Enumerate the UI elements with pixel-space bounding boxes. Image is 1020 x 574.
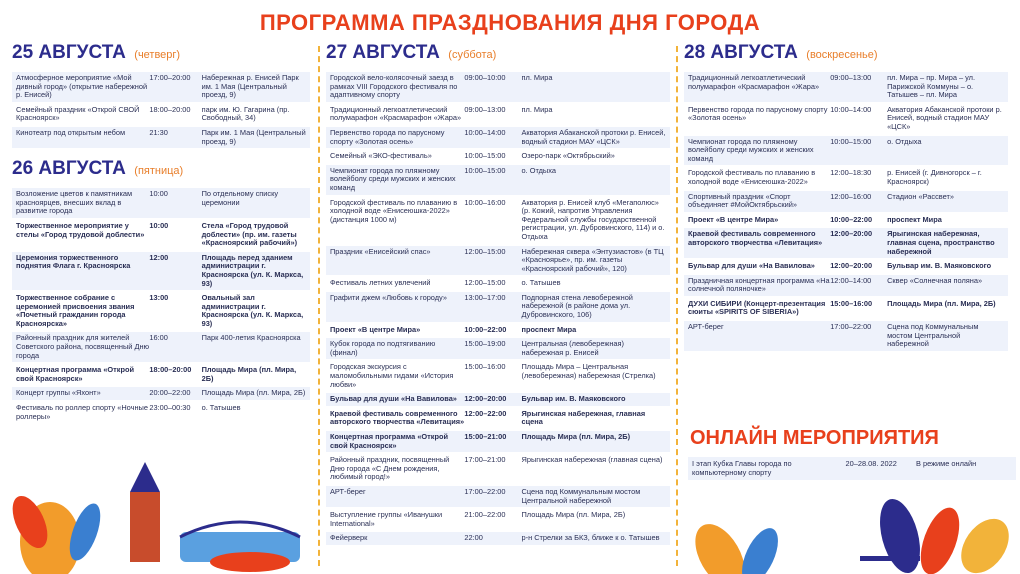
event-place: Площадь Мира (пл. Мира, 2Б) xyxy=(521,510,626,520)
event-place: Акватория Абаканской протоки р. Енисей, водный стадион МАУ «ЦСК» xyxy=(887,104,1002,131)
event-name: Праздничная концертная программа «На солнечной поляночке» xyxy=(688,275,830,294)
event-row xyxy=(326,246,670,276)
event-row xyxy=(326,72,670,102)
event-name: Бульвар для души «На Вавилова» xyxy=(330,394,457,404)
event-place: Площадь Мира (пл. Мира, 2Б) xyxy=(887,298,996,308)
event-row xyxy=(326,454,670,484)
event-row xyxy=(12,104,310,125)
event-time: 17:00–20:00 xyxy=(149,73,191,82)
event-row xyxy=(684,321,1008,351)
event-place: Стадион «Рассвет» xyxy=(887,191,954,201)
event-row xyxy=(326,277,670,290)
event-place: Акватория р. Енисей клуб «Мегаполюс» (р. Кожий, напротив Управления Федеральной службы государственной регистрации, ул. Дубровинского, 114) и о. Отдыха xyxy=(521,197,665,241)
page-title: ПРОГРАММА ПРАЗДНОВАНИЯ ДНЯ ГОРОДА xyxy=(259,10,761,35)
event-name: Проект «В центре Мира» xyxy=(330,324,421,334)
event-name: Концерт группы «Яхонт» xyxy=(16,388,101,398)
event-time: 13:00 xyxy=(149,293,169,303)
event-name: Выступление группы «Иванушки International» xyxy=(330,510,443,528)
event-place: Акватория Абаканской протоки р. Енисей, водный стадион МАУ «ЦСК» xyxy=(521,127,666,146)
day-weekday: (четверг) xyxy=(134,49,181,61)
event-time: 10:00–15:00 xyxy=(464,151,506,161)
event-place: Озеро-парк «Октябрьский» xyxy=(521,151,615,161)
event-name: Возложение цветов к памятникам красноярцев, внесших вклад в развитие города xyxy=(16,189,133,216)
event-place: Набережная р. Енисей Парк им. 1 Мая (Центральный проезд, 9) xyxy=(201,73,299,100)
event-time: 23:00–00:30 xyxy=(149,403,191,413)
event-time: 15:00–16:00 xyxy=(464,362,506,372)
event-row xyxy=(326,324,670,337)
event-place: р. Енисей (г. Дивногорск – г. Красноярск) xyxy=(887,168,982,186)
event-name: Праздник «Енисейский спас» xyxy=(330,246,431,256)
leaf-decoration xyxy=(210,552,290,572)
event-row xyxy=(326,532,670,545)
event-place: р-н Стрелки за БКЗ, ближе к о. Татышев xyxy=(521,533,660,543)
event-row xyxy=(684,260,1008,273)
event-row xyxy=(326,509,670,530)
event-time: 12:00–22:00 xyxy=(464,408,507,418)
event-place: Площадь Мира (пл. Мира, 2Б) xyxy=(201,388,306,398)
event-place: Бульвар им. В. Маяковского xyxy=(887,261,992,271)
event-name: Традиционный легкоатлетический полумарафон «Красмарафон «Жара» xyxy=(330,104,462,123)
event-name: Краевой фестиваль современного авторского творчества «Левитация» xyxy=(330,408,465,427)
event-place: Площадь Мира (пл. Мира, 2Б) xyxy=(521,432,631,441)
event-name: Семейный «ЭКО-фестиваль» xyxy=(330,151,432,161)
event-row xyxy=(12,364,310,385)
event-name: Районный праздник, посвященный Дню города «С Днем рождения, любимый город!» xyxy=(330,455,450,482)
column-divider xyxy=(676,46,678,566)
event-name: Графити джем «Любовь к городу» xyxy=(330,292,447,302)
event-name: Кубок города по подтягиванию (финал) xyxy=(330,339,436,357)
event-row xyxy=(12,402,310,423)
event-name: I этап Кубка Главы города по компьютерному спорту xyxy=(692,459,792,477)
event-name: Городская экскурсия с маломобильными гидами «История любви» xyxy=(330,362,454,389)
event-place: Площадь Мира – Центральная (левобережная) набережная (Стрелка) xyxy=(521,362,656,381)
event-row xyxy=(326,150,670,163)
event-time: 09:00–13:00 xyxy=(464,104,506,114)
day-header-27 xyxy=(326,42,670,66)
event-place: Подпорная стена левобережной набережной (в районе дома ул. Дубровинского, 106) xyxy=(521,292,633,320)
event-place: Парк 400-летия Красноярска xyxy=(201,333,301,343)
event-row xyxy=(326,431,670,452)
event-place: пл. Мира xyxy=(521,104,553,114)
event-place: о. Татышев xyxy=(201,403,241,413)
event-row xyxy=(326,292,670,322)
event-time: 12:00–15:00 xyxy=(464,246,506,256)
event-row xyxy=(684,72,1008,102)
online-event-row xyxy=(688,457,1016,480)
event-row xyxy=(12,220,310,250)
event-name: Городской вело-колясочный заезд в рамках VIII Городского фестиваля по адаптивному спорту xyxy=(330,73,458,100)
column-right xyxy=(684,42,1008,353)
event-time: 15:00–16:00 xyxy=(830,298,873,308)
event-row xyxy=(684,104,1008,134)
event-time: 12:00–20:00 xyxy=(830,229,873,239)
event-row xyxy=(326,408,670,429)
day-date: 25 АВГУСТА xyxy=(12,42,126,63)
event-name: Кинотеатр под открытым небом xyxy=(16,127,126,137)
event-name: Бульвар для души «На Вавилова» xyxy=(688,261,815,271)
event-name: Первенство города по парусному спорту «Золотая осень» xyxy=(688,104,828,123)
event-row xyxy=(326,104,670,125)
event-name: АРТ-берег xyxy=(330,486,366,496)
event-time: 10:00 xyxy=(149,220,169,230)
event-name: Чемпионат города по пляжному волейболу среди мужских и женских команд xyxy=(330,165,456,192)
event-row xyxy=(684,214,1008,227)
event-row xyxy=(12,188,310,218)
event-list-27 xyxy=(326,72,670,545)
event-time: 17:00–22:00 xyxy=(830,322,872,332)
event-row xyxy=(326,165,670,195)
event-row xyxy=(12,332,310,362)
event-place: о. Отдыха xyxy=(521,165,556,175)
day-weekday: (суббота) xyxy=(448,49,497,61)
event-name: Районный праздник для жителей Советского района, посвященный Дню города xyxy=(16,333,150,360)
event-place: о. Татышев xyxy=(521,278,561,288)
leaf-decoration xyxy=(951,510,1018,574)
event-name: Проект «В центре Мира» xyxy=(688,214,779,224)
event-row xyxy=(684,275,1008,296)
event-time: 17:00–21:00 xyxy=(464,455,506,465)
day-date: 27 АВГУСТА xyxy=(326,42,440,63)
event-name: Семейный праздник «Открой СВОЙ Красноярск» xyxy=(16,104,140,123)
event-time: 10:00–15:00 xyxy=(830,136,872,146)
event-time: 10:00–15:00 xyxy=(464,165,506,175)
event-time: 16:00 xyxy=(149,333,168,343)
event-time: 10:00–22:00 xyxy=(464,324,507,334)
event-name: Фестиваль по роллер спорту «Ночные роллеры» xyxy=(16,403,148,421)
event-list-28 xyxy=(684,72,1008,351)
event-row xyxy=(684,167,1008,188)
event-name: Фестиваль летних увлечений xyxy=(330,278,431,288)
event-place: пл. Мира xyxy=(521,73,553,82)
chapel-icon xyxy=(130,492,160,562)
event-name: ДУХИ СИБИРИ (Концерт-презентация сюиты «SPIRITS OF SIBERIA») xyxy=(688,298,826,317)
event-place: Парк им. 1 Мая (Центральный проезд, 9) xyxy=(201,127,306,146)
leaves-illustration xyxy=(690,486,1020,574)
event-row xyxy=(326,486,670,507)
event-name: АРТ-берег xyxy=(688,322,724,332)
column-left xyxy=(12,42,310,425)
event-place: Сквер «Солнечная поляна» xyxy=(887,275,983,285)
event-row xyxy=(12,127,310,148)
event-row xyxy=(12,292,310,330)
event-time: 10:00–22:00 xyxy=(830,214,873,224)
event-name: Первенство города по парусному спорту «Золотая осень» xyxy=(330,127,445,146)
chapel-roof-icon xyxy=(130,462,160,492)
event-row xyxy=(12,72,310,102)
day-header-26 xyxy=(12,158,310,182)
event-row xyxy=(326,338,670,359)
event-place: проспект Мира xyxy=(521,324,577,334)
event-name: Концертная программа «Открой свой Красноярск» xyxy=(330,432,449,450)
event-time: 12:00–18:30 xyxy=(830,168,872,178)
event-time: 17:00–22:00 xyxy=(464,486,506,496)
event-place: Сцена под Коммунальным мостом Центральной набережной xyxy=(887,322,979,349)
event-place: В режиме онлайн xyxy=(915,459,977,468)
day-weekday: (воскресенье) xyxy=(806,49,878,61)
event-time: 10:00–16:00 xyxy=(464,197,506,207)
event-row xyxy=(684,191,1008,212)
event-place: о. Отдыха xyxy=(887,136,922,146)
event-time: 12:00–20:00 xyxy=(830,261,873,271)
event-time: 12:00–15:00 xyxy=(464,278,506,288)
event-name: Фейерверк xyxy=(330,533,368,543)
event-row xyxy=(684,298,1008,319)
bench-icon xyxy=(860,556,920,561)
event-name: Городской фестиваль по плаванию в холодной воде «Енисеюшка-2022» (дистанция 1000 м) xyxy=(330,197,458,224)
event-row xyxy=(684,136,1008,166)
event-time: 12:00–20:00 xyxy=(464,394,507,404)
event-time: 20:00–22:00 xyxy=(149,388,191,398)
event-time: 09:00–13:00 xyxy=(830,73,872,82)
event-name: Спортивный праздник «Спорт объединяет #МойОктябрьский» xyxy=(688,191,798,210)
event-time: 21:30 xyxy=(149,127,168,137)
leaf-decoration xyxy=(873,495,927,574)
event-name: Концертная программа «Открой свой Красноярск» xyxy=(16,365,135,383)
event-name: Краевой фестиваль современного авторского творчества «Левитация» xyxy=(688,229,823,247)
event-time: 12:00–14:00 xyxy=(830,275,872,285)
event-place: Площадь Мира (пл. Мира, 2Б) xyxy=(201,365,297,383)
event-place: проспект Мира xyxy=(887,214,942,224)
day-header-25 xyxy=(12,42,310,66)
event-row xyxy=(326,361,670,391)
event-name: Городской фестиваль по плаванию в холодной воде «Енисеюшка-2022» xyxy=(688,168,816,186)
event-time: 15:00–19:00 xyxy=(464,339,506,349)
event-place: Набережная сквера «Энтузиастов» (в ТЦ «Красноярье», пр. им. газеты «Красноярский рабочий», 120) xyxy=(521,246,664,273)
event-time: 18:00–20:00 xyxy=(149,104,191,114)
event-row xyxy=(12,387,310,400)
day-date: 28 АВГУСТА xyxy=(684,42,798,63)
leaf-decoration xyxy=(913,503,967,574)
event-name: Торжественное собрание с церемонией присвоения звания «Почетный гражданин города Красноярска» xyxy=(16,293,135,328)
event-place: пл. Мира – пр. Мира – ул. Парижской Коммуны – о. Татышев – пл. Мира xyxy=(887,73,976,100)
event-place: Сцена под Коммунальным мостом Центральной набережной xyxy=(521,486,641,505)
event-name: Чемпионат города по пляжному волейболу среди мужских и женских команд xyxy=(688,136,814,163)
event-list-26 xyxy=(12,188,310,423)
event-row xyxy=(326,197,670,244)
event-place: парк им. Ю. Гагарина (пр. Свободный, 34) xyxy=(201,104,290,123)
event-place: Центральная (левобережная) набережная р. Енисей xyxy=(521,339,625,357)
event-row xyxy=(12,252,310,290)
event-time: 10:00–14:00 xyxy=(830,104,872,114)
event-time: 13:00–17:00 xyxy=(464,292,506,302)
event-place: Стела «Город трудовой доблести» (пр. им. газеты «Красноярский рабочий») xyxy=(201,220,298,248)
event-list-25 xyxy=(12,72,310,148)
event-place: Овальный зал администрации г. Красноярска (ул. К. Маркса, 93) xyxy=(201,293,304,328)
event-place: Ярыгинская набережная, главная сцена, пространство набережной xyxy=(887,229,995,256)
event-name: Атмосферное мероприятие «Мой дивный город» (открытие набережной р. Енисей) xyxy=(16,73,148,100)
event-place: Ярыгинская набережная (главная сцена) xyxy=(521,455,663,465)
event-place: Ярыгинская набережная, главная сцена xyxy=(521,408,646,427)
event-row xyxy=(684,228,1008,258)
event-time: 10:00–14:00 xyxy=(464,127,506,137)
event-time: 12:00–16:00 xyxy=(830,191,872,201)
column-middle xyxy=(326,42,670,547)
event-time: 21:00–22:00 xyxy=(464,510,506,520)
event-time: 12:00 xyxy=(149,252,169,262)
event-name: Торжественное мероприятие у стелы «Город трудовой доблести» xyxy=(16,220,145,239)
event-name: Церемония торжественного поднятия Флага г. Красноярска xyxy=(16,252,131,271)
day-header-28 xyxy=(684,42,1008,66)
event-place: Площадь перед зданием администрации г. Красноярска (ул. К. Маркса, 93) xyxy=(201,252,304,288)
event-time: 20–28.08. 2022 xyxy=(845,459,897,468)
event-time: 09:00–10:00 xyxy=(464,73,506,82)
day-weekday: (пятница) xyxy=(134,165,184,178)
event-time: 22:00 xyxy=(464,533,483,543)
event-place: Бульвар им. В. Маяковского xyxy=(521,394,626,404)
event-time: 10:00 xyxy=(149,189,168,199)
event-name: Традиционный легкоатлетический полумарафон «Красмарафон «Жара» xyxy=(688,73,820,91)
event-time: 15:00–21:00 xyxy=(464,432,507,441)
city-illustration xyxy=(10,452,310,574)
event-time: 18:00–20:00 xyxy=(149,365,192,375)
online-section-title: ОНЛАЙН МЕРОПРИЯТИЯ xyxy=(690,427,939,449)
event-row xyxy=(326,393,670,406)
column-divider xyxy=(318,46,320,566)
event-row xyxy=(326,127,670,148)
day-date: 26 АВГУСТА xyxy=(12,158,126,180)
event-place: По отдельному списку церемонии xyxy=(201,189,279,207)
